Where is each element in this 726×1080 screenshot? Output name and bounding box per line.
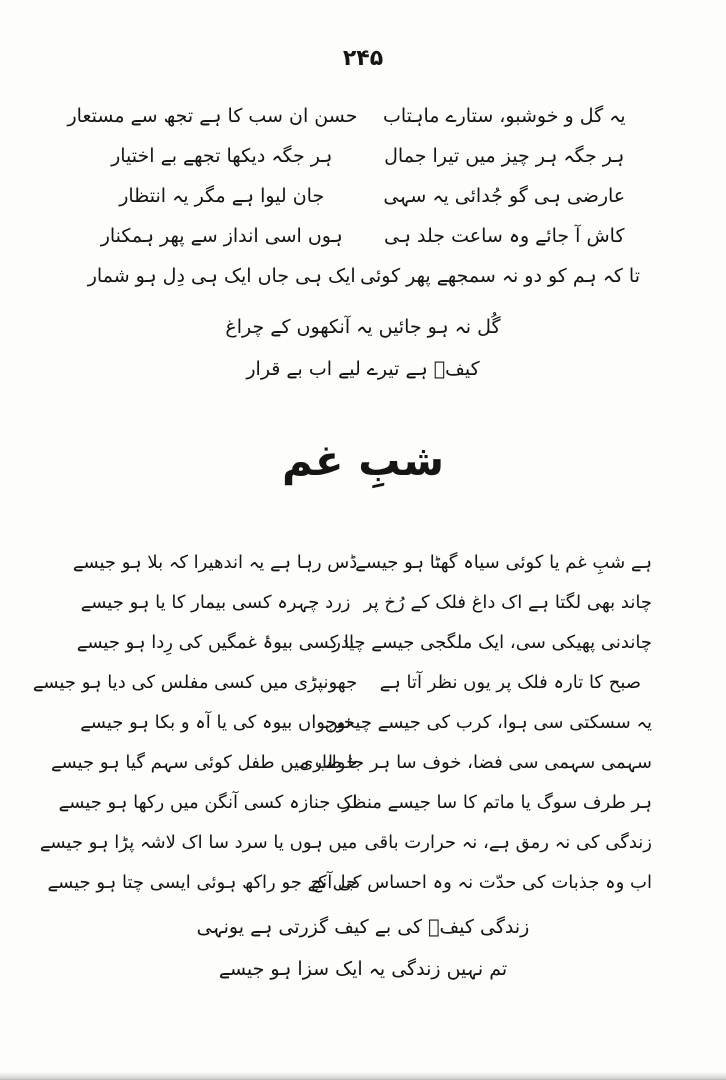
couplet-row xyxy=(86,136,640,176)
closing-line: زندگی کیفؔ کی بے کیف گزرتی ہے یونہی xyxy=(196,916,530,938)
couplet-row xyxy=(86,216,640,256)
hemistich-first: ہر طرف سوگ یا ماتم کا سا جیسے منظر xyxy=(342,791,652,813)
hemistich-second: زرد چہرہ کسی بیمار کا یا ہو جیسے xyxy=(80,591,351,613)
hemistich-second: ہر جگہ دیکھا تجھے بے اختیار xyxy=(111,145,333,167)
poem-title: شبِ غم xyxy=(281,436,444,485)
hemistich-first: عارضی ہی گو جُدائی یہ سہی xyxy=(383,185,626,207)
hemistich-second: جل کے جو راکھ ہوئی ایسی چتا ہو جیسے xyxy=(47,871,358,893)
couplet-row xyxy=(74,702,652,742)
hemistich-second: ہوں اسی انداز سے پھر ہمکنار xyxy=(100,225,343,247)
hemistich-second: جھونپڑی میں کسی مفلس کی دیا ہو جیسے xyxy=(32,671,358,693)
hemistich-first: اب وہ جذبات کی حدّت نہ وہ احساس کی آنچ xyxy=(310,871,652,893)
couplet-row xyxy=(86,256,640,296)
page-number: ۲۴۵ xyxy=(342,46,384,71)
hemistich-first: یہ گل و خوشبو، ستارے ماہتاب xyxy=(382,105,626,127)
poem-closing-couplet xyxy=(0,906,726,990)
couplet-row xyxy=(50,742,652,782)
poem-section xyxy=(32,542,652,902)
ghazal-closing-couplet xyxy=(0,306,726,390)
couplet-row xyxy=(74,582,652,622)
couplet-row xyxy=(67,96,640,136)
hemistich-second: ڈس رہا ہے یہ اندھیرا کہ بلا ہو جیسے xyxy=(72,551,358,573)
hemistich-first: سہمی سہمی سی فضا، خوف سا ہر جا طاری xyxy=(299,751,652,773)
hemistich-second: یا کسی بیوۂ غمگیں کی رِدا ہو جیسے xyxy=(76,631,355,653)
hemistich-second: جان لیوا ہے مگر یہ انتظار xyxy=(119,185,325,207)
couplet-row xyxy=(74,622,652,662)
hemistich-second: خواب میں طفل کوئی سہم گیا ہو جیسے xyxy=(50,751,358,773)
hemistich-second: میں ہوں یا سرد سا اک لاشہ پڑا ہو جیسے xyxy=(39,831,358,853)
hemistich-first: چاند بھی لگتا ہے اک داغ فلک کے رُخ پر xyxy=(363,591,652,613)
closing-line: تم نہیں زندگی یہ ایک سزا ہو جیسے xyxy=(218,958,508,980)
page-bottom-edge-shadow xyxy=(0,1072,726,1080)
couplet-row xyxy=(47,862,652,902)
couplet-row xyxy=(32,662,652,702)
couplet-row xyxy=(58,782,652,822)
hemistich-first: ہے شبِ غم یا کوئی سیاہ گھٹا ہو جیسے xyxy=(355,551,652,573)
ghazal-section xyxy=(67,96,640,296)
closing-line: کیفؔ ہے تیرے لیے اب بے قرار xyxy=(246,358,480,380)
couplet-row xyxy=(39,822,652,862)
hemistich-first: صبح کا تارہ فلک پر یوں نظر آتا ہے xyxy=(379,671,642,693)
hemistich-first: ہر جگہ ہر چیز میں تیرا جمال xyxy=(384,145,625,167)
hemistich-first: کاش آ جائے وہ ساعت جلد ہی xyxy=(384,225,625,247)
hemistich-second: ایک ہی جاں ایک ہی دِل ہو شمار xyxy=(87,265,356,287)
hemistich-second: اک جنازہ کسی آنگن میں رکھا ہو جیسے xyxy=(58,791,358,813)
couplet-row xyxy=(86,176,640,216)
hemistich-second: حسن ان سب کا ہے تجھ سے مستعار xyxy=(67,105,358,127)
hemistich-first: زندگی کی نہ رمق ہے، نہ حرارت باقی xyxy=(364,831,652,853)
hemistich-first: چاندنی پھیکی سی، ایک ملگجی جیسے چادر xyxy=(332,631,652,653)
couplet-row xyxy=(74,542,652,582)
hemistich-second: نوجواں بیوہ کی یا آہ و بکا ہو جیسے xyxy=(80,711,351,733)
closing-line: گُل نہ ہو جائیں یہ آنکھوں کے چراغ xyxy=(225,316,501,338)
hemistich-first: تا کہ ہم کو دو نہ سمجھے پھر کوئی xyxy=(360,265,640,287)
hemistich-first: یہ سسکتی سی ہوا، کرب کی جیسے چیخیں xyxy=(324,711,652,733)
